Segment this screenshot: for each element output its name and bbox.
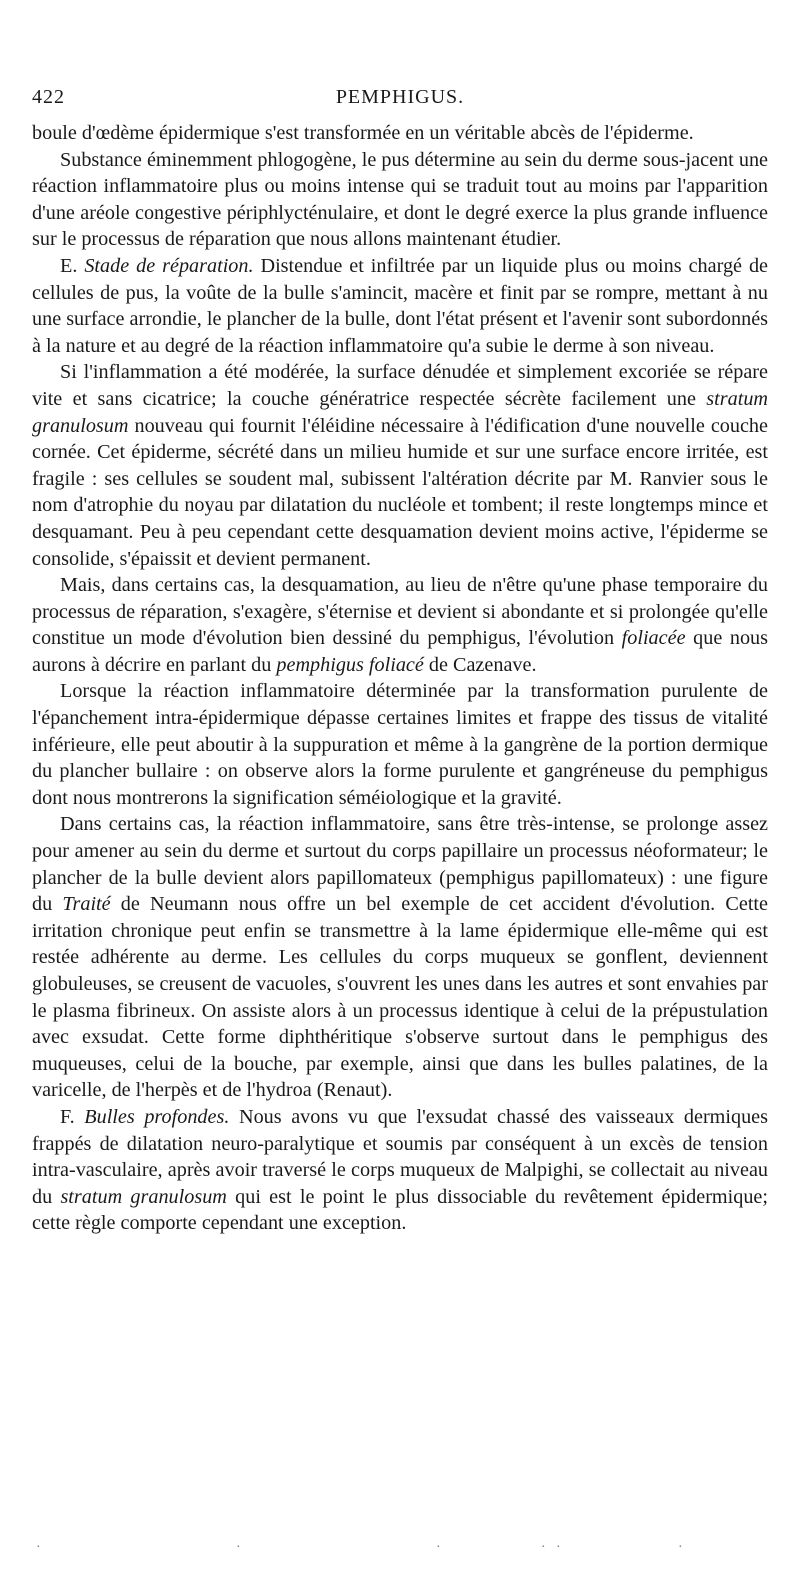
body-text xyxy=(32,120,768,1237)
text-run: que nous aurons à décrire en parlant du xyxy=(32,627,768,676)
text-run: boule d'œdème épidermique s'est transformée en un véritable abcès de l'épiderme. xyxy=(32,122,694,144)
text-run: Lorsque la réaction inflammatoire déterminée par la transformation purulente de l'épanchement intra-épidermique dépasse certaines limites et frappe des tissus de vitalité inférieure, elle peut aboutir à la suppuration et même à la gangrène de la portion dermique du plancher bullaire : on observe alors la forme purulente et gangréneuse du pemphigus dont nous montrerons la signification séméiologique et la gravité. xyxy=(32,680,768,809)
italic-text: Bulles profondes. xyxy=(84,1105,230,1128)
paragraph xyxy=(32,1104,768,1237)
text-run: E. xyxy=(60,254,85,277)
running-head xyxy=(32,86,768,116)
text-run: Nous avons vu que l'exsudat chassé des vaisseaux dermiques frappés de dilatation neuro-paralytique et soumis par conséquent à un excès de tension intra-vasculaire, après avoir traversé le corps muqueux de Malpighi, se collectait au niveau du xyxy=(32,1105,768,1208)
text-run: Si l'inflammation a été modérée, la surface dénudée et simplement excoriée se répare vite et sans cicatrice; la couche génératrice respectée sécrète facilement une xyxy=(32,361,768,410)
text-run: Dans certains cas, la réaction inflammatoire, sans être très-intense, se prolonge assez pour amener au sein du derme et surtout du corps papillaire un processus néoformateur; le plancher de la bulle devient alors papillomateux (pemphigus papillomateux) : une figure du xyxy=(32,813,768,916)
italic-text: foliacée xyxy=(621,627,686,650)
text-run: Distendue et infiltrée par un liquide plus ou moins chargé de cellules de pus, la voûte de la bulle s'amincit, macère et finit par se rompre, mettant à nu une surface arrondie, le plancher de la bulle, dont l'état présent et l'avenir sont subordonnés à la nature et au degré de la réaction inflammatoire qu'a subie le derme à son niveau. xyxy=(32,254,769,357)
text-run: de Cazenave. xyxy=(423,653,537,676)
footer-specks: · · · · · · xyxy=(36,1540,683,1555)
text-run: qui est le point le plus dissociable du revêtement épidermique; cette règle comporte cependant une exception. xyxy=(32,1185,769,1235)
paragraph xyxy=(32,678,768,811)
text-run: Substance éminemment phlogogène, le pus détermine au sein du derme sous-jacent une réaction inflammatoire plus ou moins intense qui se traduit tout au moins par l'apparition d'une aréole congestive périphlycténulaire, et dont le degré exerce la plus grande influence sur le processus de réparation que nous allons maintenant étudier. xyxy=(32,148,768,251)
paragraph xyxy=(32,147,768,253)
italic-text: Stade de réparation. xyxy=(84,254,254,277)
page-number: 422 xyxy=(32,86,65,108)
paragraph xyxy=(32,253,768,359)
italic-text: stratum granulosum xyxy=(32,387,768,437)
italic-text: pemphigus foliacé xyxy=(276,653,424,676)
text-run: F. xyxy=(60,1105,85,1128)
paragraph xyxy=(32,572,768,678)
paragraph xyxy=(32,120,768,147)
italic-text: Traité xyxy=(62,893,111,916)
text-run: de Neumann nous offre un bel exemple de cet accident d'évolution. Cette irritation chronique peut enfin se transmettre à la lame épidermique elle-même qui est restée adhérente au derme. Les cellules du corps muqueux se gonflent, deviennent globuleuses, se creusent de vacuoles, s'ouvrent les unes dans les autres et sont envahies par le plasma fibrineux. On assiste alors à un processus identique à celui de la prépustulation avec exsudat. Cette forme diphthéritique s'observe surtout dans le pemphigus des muqueuses, celui de la bouche, par exemple, ainsi que dans les bulles palatines, de la varicelle, de l'herpès et de l'hydroa (Renaut). xyxy=(32,893,768,1102)
paragraph xyxy=(32,811,768,1104)
text-run: nouveau qui fournit l'éléidine nécessaire à l'édification d'une nouvelle couche cornée. Cet épiderme, sécrété dans un milieu humide et sur une surface encore irritée, est fragile : ses cellules se soudent mal, subissent l'altération décrite par M. Ranvier sous le nom d'atrophie du noyau par dilatation du nucléole et tombent; il reste longtemps mince et desquamant. Peu à peu cependant cette desquamation devient moins active, l'épiderme se consolide, s'épaissit et devient permanent. xyxy=(32,414,768,570)
running-title: PEMPHIGUS. xyxy=(335,86,465,108)
paragraph xyxy=(32,359,768,572)
italic-text: stratum granulosum xyxy=(60,1185,227,1208)
text-run: Mais, dans certains cas, la desquamation, au lieu de n'être qu'une phase temporaire du processus de réparation, s'exagère, s'éternise et devient si abondante et si prolongée qu'elle constitue un mode d'évolution bien dessiné du pemphigus, l'évolution xyxy=(32,574,768,650)
